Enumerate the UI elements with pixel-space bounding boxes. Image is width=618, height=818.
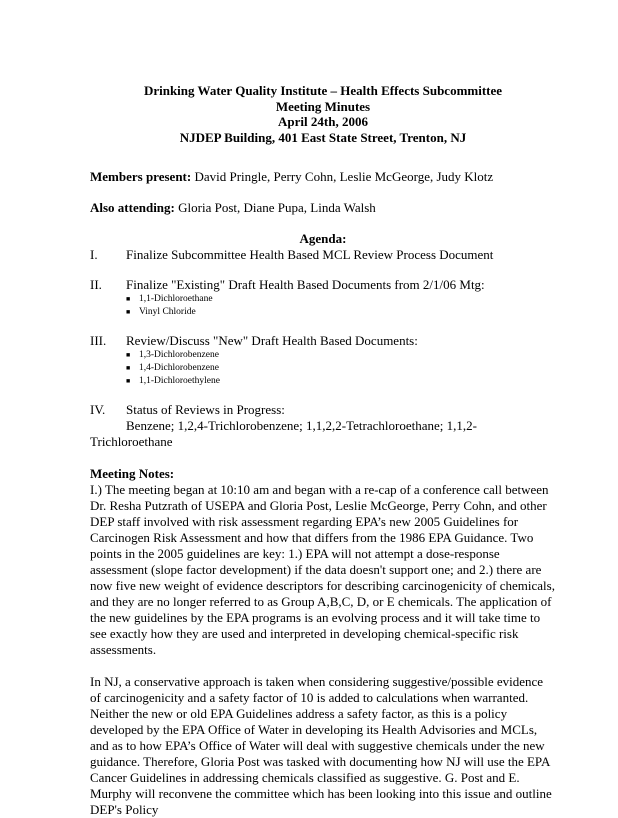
agenda-item-text: Finalize Subcommittee Health Based MCL Review Process Document [126, 247, 494, 263]
list-item [126, 306, 556, 319]
agenda-item [90, 333, 556, 349]
agenda-item-number: IV. [90, 402, 106, 418]
agenda-item-number: III. [90, 333, 107, 349]
agenda-item-number: II. [90, 277, 102, 293]
chemical-name: Vinyl Chloride [139, 307, 196, 318]
bullet-icon: ■ [126, 351, 131, 360]
chemical-name: 1,1-Dichloroethylene [139, 376, 220, 387]
list-item [126, 362, 556, 375]
agenda-item [90, 247, 556, 263]
bullet-icon: ■ [126, 295, 131, 304]
notes-paragraph: In NJ, a conservative approach is taken when considering suggestive/possible evidence of carcinogenicity and a safety factor of 10 is added to calculations when warranted. Neither the new or old EPA Guidelines address a safety factor, as this is a policy developed by the EPA Office of Water in developing its Health Advisories and MCLs, and as to how EPA’s Office of Water will deal with suggestive chemicals under the new guidance. Therefore, Gloria Post was tasked with documenting how NJ will use the EPA Cancer Guidelines in addressing chemicals classified as suggestive. G. Post and E. Murphy will reconvene the committee which has been looking into this issue and outline DEP's Policy [90, 674, 552, 818]
bullet-icon: ■ [126, 308, 131, 317]
agenda-item [90, 277, 556, 293]
members-names: David Pringle, Perry Cohn, Leslie McGeorge, Judy Klotz [191, 169, 494, 185]
agenda-item-text: Review/Discuss "New" Draft Health Based Documents: [126, 333, 418, 349]
chemical-name: 1,4-Dichlorobenzene [139, 363, 219, 374]
agenda-item-continuation: Benzene; 1,2,4-Trichlorobenzene; 1,1,2,2-Tetrachloroethane; 1,1,2- [126, 418, 477, 434]
agenda-title: Agenda: [299, 231, 347, 247]
members-label: Members present: [90, 169, 192, 185]
agenda-item-continuation: Trichloroethane [90, 434, 173, 450]
meeting-notes-title: Meeting Notes: [90, 466, 175, 482]
agenda-item-text: Finalize "Existing" Draft Health Based Documents from 2/1/06 Mtg: [126, 277, 485, 293]
attending-names: Gloria Post, Diane Pupa, Linda Walsh [174, 200, 376, 216]
bullet-icon: ■ [126, 364, 131, 373]
agenda-item-bullets [90, 349, 556, 388]
chemical-name: 1,3-Dichlorobenzene [139, 350, 219, 361]
list-item [126, 349, 556, 362]
document-header [90, 83, 556, 145]
header-subtitle: Meeting Minutes [275, 98, 371, 114]
agenda-item-text: Status of Reviews in Progress: [126, 402, 285, 418]
bullet-icon: ■ [126, 377, 131, 386]
notes-paragraph: I.) The meeting began at 10:10 am and began with a re-cap of a conference call between Dr. Resha Putzrath of USEPA and Gloria Post, Leslie McGeorge, Perry Cohn, and other DEP staff involved with risk assessment regarding EPA’s new 2005 Guidelines for Carcinogen Risk Assessment and how that differs from the 1986 EPA Guidance. Two points in the 2005 guidelines are key: 1.) EPA will not attempt a dose-response assessment (slope factor development) if the data doesn't support one; and 2.) there are now five new weight of evidence descriptors for describing carcinogenicity of chemicals, and they are no longer referred to as Group A,B,C, D, or E chemicals. The application of the new guidelines by the EPA programs is an evolving process and it will take time to see exactly how they are used and interpreted in developing chemical-specific risk assessments. [90, 482, 555, 658]
agenda-item-number: I. [90, 247, 98, 263]
agenda-item [90, 402, 556, 418]
members-present [90, 169, 556, 185]
attending-label: Also attending: [90, 200, 175, 216]
header-title: Drinking Water Quality Institute – Health Effects Subcommittee [143, 83, 503, 98]
header-date: April 24th, 2006 [278, 114, 368, 130]
agenda-item-bullets [90, 293, 556, 319]
list-item [126, 293, 556, 306]
chemical-name: 1,1-Dichloroethane [139, 294, 213, 305]
also-attending [90, 200, 556, 216]
list-item [126, 375, 556, 388]
header-location: NJDEP Building, 401 East State Street, Trenton, NJ [179, 129, 467, 145]
agenda-list [90, 247, 556, 450]
